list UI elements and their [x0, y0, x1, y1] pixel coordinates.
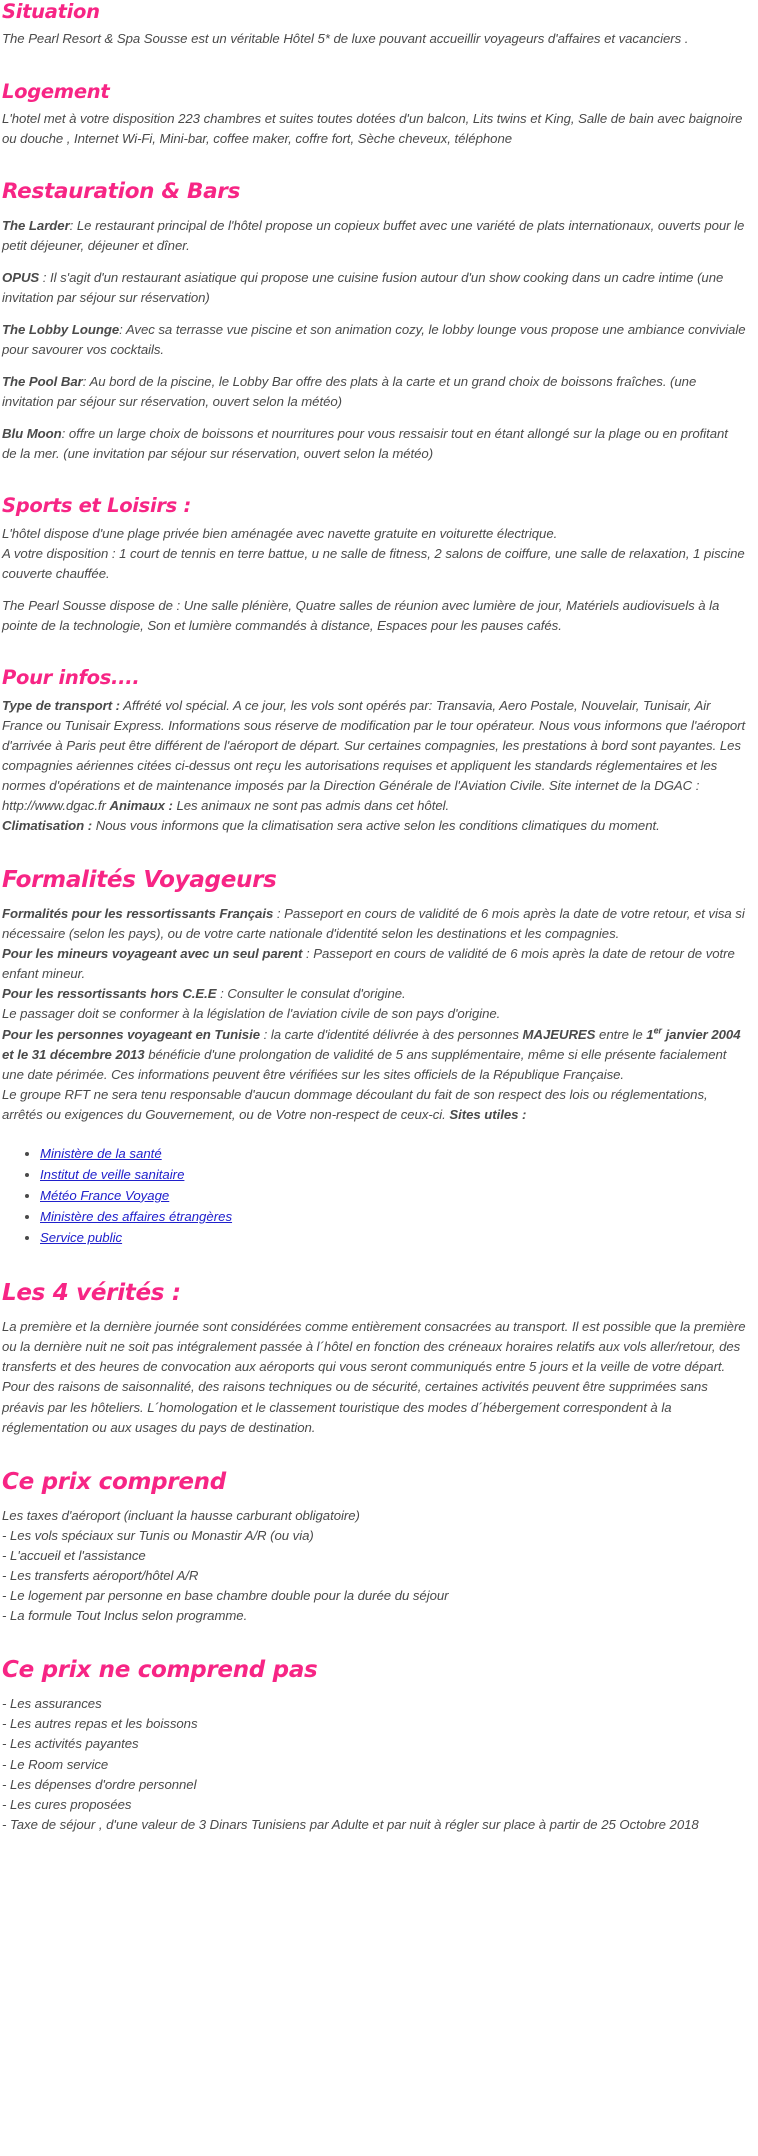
- excluded-item: - Les assurances: [2, 1696, 102, 1712]
- excluded-item: - Les autres repas et les boissons: [2, 1716, 198, 1732]
- verites-paragraph: La première et la dernière journée sont considérées comme entièrement consacrées au transport. Il est possible que la première ou la dernière nuit ne soit pas intégralement passée à l´hôtel en fonction des créneaux horaires relatifs aux vols aller/retour, des transferts et des heures de convocation aux aéroports qui vous seront communiqués entre 5 jours et la veille de votre départ. Pour des raisons de saisonnalité, des raisons techniques ou de sécurité, certaines activités peuvent être supprimées sans préavis par les hôteliers. L´homologation et le classement touristique des modes d´hébergement correspondent à la réglementation ou aux usages du pays de destination.: [2, 1319, 746, 1435]
- restaurant-text: : Avec sa terrasse vue piscine et son animation cozy, le lobby lounge vous propose une ambiance conviviale pour savourer vos cocktails.: [2, 321, 746, 357]
- spacer: [2, 50, 746, 82]
- text-responsabilite: Le groupe RFT ne sera tenu responsable d'aucun dommage découlant du fait de son respect des lois ou réglementations, arrêtés ou exigences du Gouvernement, ou de Votre non-respect de ceux-ci.: [2, 1086, 708, 1122]
- text-climatisation: Nous vous informons que la climatisation sera active selon les conditions climatiques du moment.: [92, 817, 660, 833]
- spacer: [2, 1125, 746, 1144]
- label-animaux: Animaux :: [109, 797, 173, 813]
- text-formalites-hors-cee: : Consulter le consulat d'origine.: [216, 986, 406, 1002]
- included-item: Les taxes d'aéroport (incluant la hausse carburant obligatoire): [2, 1507, 360, 1523]
- link-meteo-france-voyage[interactable]: Météo France Voyage: [40, 1187, 170, 1203]
- spacer: [2, 636, 746, 668]
- text-type-de-transport: Affrété vol spécial. A ce jour, les vols sont opérés par: Transavia, Aero Postale, Nouvelair, Tunisair, Air France ou Tunisair Express. Informations sous réserve de modification par le tour opérateur. Nous vous informons que l'aéroport d'arrivée à Paris peut être différent de l'aéroport de départ. Sur certaines compagnies, les prestations à bord sont payantes. Les compagnies aériennes citées ci-dessus ont reçu les autorisations requises et appliquent les standards réglementaires et les normes d'opérations et de maintenance imposés par la Direction Générale de l'Aviation Civile. Site internet de la DGAC : http://www.dgac.fr: [2, 697, 746, 813]
- spacer: [2, 412, 746, 424]
- formalites-hors-cee: [2, 984, 746, 1004]
- formalites-francais: [2, 904, 746, 944]
- heading-les-4-verites: Les 4 vérités :: [2, 1280, 181, 1307]
- restaurant-entry: [2, 268, 746, 308]
- text-formalites-tunisie-3: bénéficie d'une prolongation de validité de 5 ans supplémentaire, même si elle présente facialement une date périmée. Ces informations peuvent être vérifiées sur les sites officiels de la République Française.: [2, 1046, 727, 1082]
- list-item[interactable]: [40, 1228, 746, 1248]
- climatisation-paragraph: [2, 816, 746, 836]
- date-prefix: 1: [646, 1026, 654, 1042]
- sports-line-1: L'hôtel dispose d'une plage privée bien aménagée avec navette gratuite en voiturette électrique.: [2, 525, 558, 541]
- spacer: [2, 204, 746, 216]
- included-item: - La formule Tout Inclus selon programme.: [2, 1608, 248, 1624]
- text-formalites-tunisie-2: entre le: [595, 1026, 647, 1042]
- text-animaux: Les animaux ne sont pas admis dans cet hôtel.: [172, 797, 450, 813]
- heading-pour-infos: Pour infos....: [2, 666, 140, 690]
- included-item: - Les vols spéciaux sur Tunis ou Monastir A/R (ou via): [2, 1527, 314, 1543]
- spacer: [2, 1682, 746, 1694]
- spacer: [2, 256, 746, 268]
- formalites-mineurs: [2, 944, 746, 984]
- label-formalites-francais: Formalités pour les ressortissants Français: [2, 906, 274, 922]
- restaurant-text: : Il s'agit d'un restaurant asiatique qui propose une cuisine fusion autour d'un show cooking dans un cadre intime (une invitation par séjour sur réservation): [2, 269, 724, 305]
- spacer: [2, 360, 746, 372]
- restaurant-entry: [2, 424, 746, 464]
- spacer: [2, 689, 746, 696]
- included-item: - Le logement par personne en base chambre double pour la durée du séjour: [2, 1588, 449, 1604]
- heading-restauration: Restauration & Bars: [2, 179, 241, 205]
- restaurant-text: : Au bord de la piscine, le Lobby Bar offre des plats à la carte et un grand choix de boissons fraîches. (une invitation par séjour sur réservation, ouvert selon la météo): [2, 374, 697, 410]
- restaurant-text: : Le restaurant principal de l'hôtel propose un copieux buffet avec une variété de plats internationaux, ouverts pour le petit déjeuner, déjeuner et dîner.: [2, 217, 745, 253]
- restaurant-entry: [2, 216, 746, 256]
- list-item[interactable]: [40, 1144, 746, 1164]
- spacer: [2, 1626, 746, 1658]
- heading-ce-prix-comprend: Ce prix comprend: [2, 1468, 226, 1495]
- text-formalites-mineurs: : Passeport en cours de validité de 6 mois après la date de retour de votre enfant mineur.: [2, 946, 735, 982]
- excluded-item: - Le Room service: [2, 1756, 109, 1772]
- text-majeures: MAJEURES: [522, 1026, 596, 1042]
- text-formalites-tunisie-1: : la carte d'identité délivrée à des personnes: [259, 1026, 523, 1042]
- excluded-item: - Les dépenses d'ordre personnel: [2, 1776, 197, 1792]
- spacer: [2, 464, 746, 496]
- text-formalites-francais: : Passeport en cours de validité de 6 mois après la date de votre retour, et visa si nécessaire (selon les pays), ou de votre carte nationale d'identité selon les destinations et les compagnies.: [2, 906, 745, 942]
- spacer: [2, 1494, 746, 1506]
- restaurant-label: The Lobby Lounge: [2, 321, 120, 337]
- formalites-tunisie: [2, 1025, 746, 1085]
- heading-situation: Situation: [2, 0, 100, 23]
- link-service-public[interactable]: Service public: [40, 1230, 123, 1246]
- label-type-de-transport: Type de transport :: [2, 697, 120, 713]
- date-suffix: janvier 2004 et le 31 décembre 2013: [2, 1026, 741, 1062]
- infos-paragraph: [2, 696, 746, 816]
- label-formalites-mineurs: Pour les mineurs voyageant avec un seul parent: [2, 946, 303, 962]
- spacer: [2, 836, 746, 868]
- spacer: [2, 149, 746, 181]
- link-ministere-sante[interactable]: Ministère de la santé: [40, 1145, 162, 1161]
- label-sites-utiles: Sites utiles :: [449, 1106, 527, 1122]
- spacer: [2, 308, 746, 320]
- list-item[interactable]: [40, 1207, 746, 1227]
- included-item: - L'accueil et l'assistance: [2, 1547, 146, 1563]
- heading-formalites-voyageurs: Formalités Voyageurs: [2, 867, 277, 893]
- spacer: [2, 517, 746, 524]
- restaurant-entry: [2, 372, 746, 412]
- situation-paragraph: The Pearl Resort & Spa Sousse est un véritable Hôtel 5* de luxe pouvant accueillir voyageurs d'affaires et vacanciers .: [2, 31, 689, 47]
- restaurant-label: OPUS: [2, 269, 40, 285]
- restaurant-entry: [2, 320, 746, 360]
- spacer: [2, 584, 746, 596]
- label-formalites-hors-cee: Pour les ressortissants hors C.E.E: [2, 986, 217, 1002]
- formalites-legislation: Le passager doit se conformer à la législation de l'aviation civile de son pays d'origine.: [2, 1006, 501, 1022]
- ordinal-suffix: er: [653, 1025, 662, 1036]
- restaurant-label: Blu Moon: [2, 426, 62, 442]
- restaurant-label: The Pool Bar: [2, 374, 83, 390]
- link-ministere-affaires-etrangeres[interactable]: Ministère des affaires étrangères: [40, 1209, 233, 1225]
- excluded-item: - Les activités payantes: [2, 1736, 139, 1752]
- label-formalites-tunisie: Pour les personnes voyageant en Tunisie: [2, 1026, 260, 1042]
- excluded-item: - Taxe de séjour , d'une valeur de 3 Dinars Tunisiens par Adulte et par nuit à régler sur place à partir de 25 Octobre 2018: [2, 1816, 699, 1832]
- spacer: [2, 102, 746, 109]
- spacer: [2, 1438, 746, 1470]
- useful-links-list: [2, 1144, 746, 1248]
- heading-ce-prix-ne-comprend-pas: Ce prix ne comprend pas: [2, 1657, 318, 1684]
- included-item: - Les transferts aéroport/hôtel A/R: [2, 1567, 199, 1583]
- label-climatisation: Climatisation :: [2, 817, 93, 833]
- list-item[interactable]: [40, 1165, 746, 1185]
- sports-line-2: A votre disposition : 1 court de tennis en terre battue, u ne salle de fitness, 2 salons de coiffure, une salle de relaxation, 1 piscine couverte chauffée.: [2, 545, 745, 581]
- restaurant-label: The Larder: [2, 217, 70, 233]
- link-institut-veille-sanitaire[interactable]: Institut de veille sanitaire: [40, 1166, 185, 1182]
- spacer: [2, 1305, 746, 1317]
- restaurant-text: : offre un large choix de boissons et nourritures pour vous ressaisir tout en étant allongé sur la plage ou en profitant de la mer. (une invitation par séjour sur réservation, ouvert selon la météo): [2, 426, 728, 462]
- sports-meeting-paragraph: The Pearl Sousse dispose de : Une salle plénière, Quatre salles de réunion avec lumière de jour, Matériels audiovisuels à la pointe de la technologie, Son et lumière commandés à distance, Espaces pour les pauses cafés.: [2, 597, 720, 634]
- spacer: [2, 1249, 746, 1281]
- spacer: [2, 892, 746, 904]
- heading-logement: Logement: [2, 79, 110, 103]
- excluded-item: - Les cures proposées: [2, 1796, 132, 1812]
- logement-paragraph: L'hotel met à votre disposition 223 chambres et suites toutes dotées d'un balcon, Lits twins et King, Salle de bain avec baignoire ou douche , Internet Wi-Fi, Mini-bar, coffee maker, coffre fort, Sèche cheveux, téléphone: [2, 111, 743, 147]
- list-item[interactable]: [40, 1186, 746, 1206]
- heading-sports-loisirs: Sports et Loisirs :: [2, 494, 191, 518]
- formalites-responsabilite: [2, 1085, 746, 1125]
- spacer: [2, 22, 746, 29]
